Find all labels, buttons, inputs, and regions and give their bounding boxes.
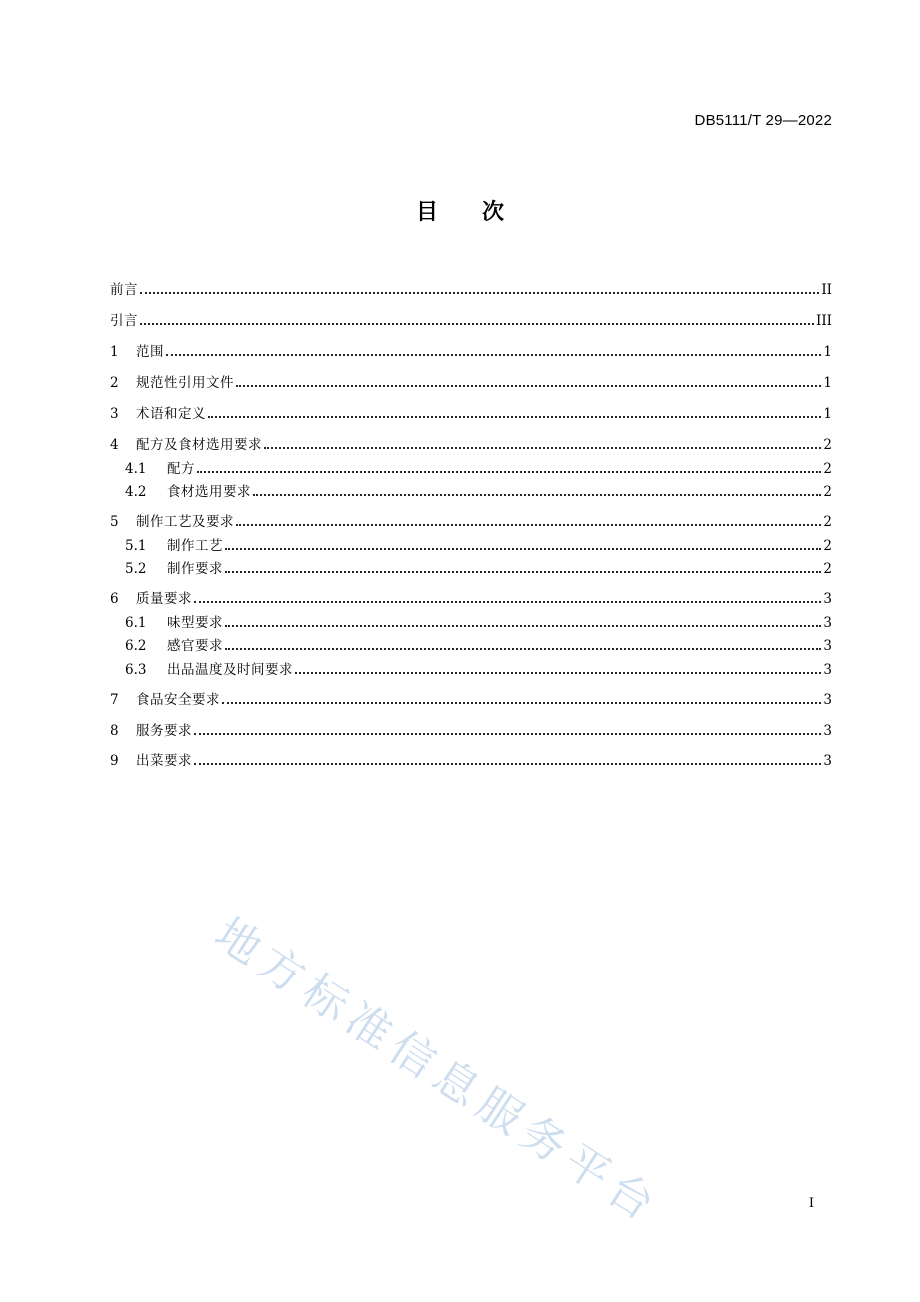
toc-entry-title: 规范性引用文件 (136, 375, 234, 391)
toc-dot-leader (208, 415, 821, 418)
toc-entry[interactable] (125, 558, 832, 580)
toc-entry-number: 6.3 (125, 662, 147, 678)
toc-entry-page: 3 (823, 662, 832, 678)
toc-entry-number: 1 (110, 344, 119, 360)
toc-entry-number: 6.1 (125, 615, 147, 631)
toc-dot-leader (225, 647, 821, 650)
toc-entry[interactable] (110, 372, 832, 394)
toc-entry-page: 1 (823, 344, 832, 360)
toc-dot-leader (236, 523, 821, 526)
toc-dot-leader (264, 446, 821, 449)
toc-entry-number: 6 (110, 591, 119, 607)
toc-dot-leader (225, 547, 821, 550)
watermark: 地方标准信息服务平台 (205, 908, 670, 1235)
toc-entry[interactable] (110, 588, 832, 610)
toc-entry-number: 4 (110, 437, 119, 453)
toc-entry-page: 3 (823, 638, 832, 654)
toc-entry-page: III (816, 313, 832, 329)
toc-entry-number: 6.2 (125, 638, 147, 654)
toc-entry-number: 7 (110, 692, 119, 708)
toc-entry[interactable] (110, 750, 832, 772)
toc-entry[interactable] (110, 689, 832, 711)
toc-entry-page: II (821, 282, 832, 298)
toc-dot-leader (225, 570, 821, 573)
toc-entry-title: 制作要求 (167, 561, 223, 577)
toc-entry-title: 配方及食材选用要求 (136, 437, 262, 453)
toc-entry[interactable] (125, 635, 832, 657)
toc-entry-title: 术语和定义 (136, 406, 206, 422)
toc-dot-leader (222, 701, 821, 704)
toc-dot-leader (253, 493, 821, 496)
toc-entry-number: 4.2 (125, 484, 147, 500)
toc-entry[interactable] (125, 535, 832, 557)
toc-entry-page: 2 (823, 514, 832, 530)
toc-entry-page: 2 (823, 561, 832, 577)
toc-entry-number: 4.1 (125, 461, 147, 477)
toc-entry-page: 2 (823, 484, 832, 500)
toc-dot-leader (140, 291, 819, 294)
toc-entry-page: 3 (823, 591, 832, 607)
toc-entry-number: 3 (110, 406, 119, 422)
toc-entry-page: 2 (823, 437, 832, 453)
toc-dot-leader (236, 384, 821, 387)
toc-entry-page: 2 (823, 538, 832, 554)
toc-entry[interactable] (110, 511, 832, 533)
toc-entry[interactable] (110, 434, 832, 456)
toc-entry-title: 感官要求 (167, 638, 223, 654)
toc-dot-leader (225, 624, 821, 627)
toc-entry-title: 制作工艺及要求 (136, 514, 234, 530)
toc-entry-page: 3 (823, 615, 832, 631)
toc-dot-leader (194, 732, 821, 735)
toc-entry-number: 8 (110, 723, 119, 739)
page-number: I (808, 1196, 814, 1211)
toc-dot-leader (166, 353, 821, 356)
toc-entry-title: 出品温度及时间要求 (167, 662, 293, 678)
toc-dot-leader (194, 762, 821, 765)
toc-entry-title: 配方 (167, 461, 195, 477)
toc-entry[interactable] (110, 403, 832, 425)
toc-entry[interactable] (110, 310, 832, 332)
toc-entry[interactable] (110, 341, 832, 363)
toc-entry[interactable] (125, 612, 832, 634)
toc-entry[interactable] (125, 659, 832, 681)
toc-entry-title: 服务要求 (136, 723, 192, 739)
toc-entry-number: 2 (110, 375, 119, 391)
toc-entry-title: 前言 (110, 282, 138, 298)
toc-entry-page: 2 (823, 461, 832, 477)
toc-entry-number: 5.1 (125, 538, 147, 554)
toc-entry-title: 味型要求 (167, 615, 223, 631)
toc-entry-page: 1 (823, 406, 832, 422)
toc-entry-title: 范围 (136, 344, 164, 360)
toc-entry-title: 食品安全要求 (136, 692, 220, 708)
toc-entry-page: 1 (823, 375, 832, 391)
toc-entry[interactable] (110, 279, 832, 301)
document-code: DB5111/T 29—2022 (694, 112, 832, 129)
toc-entry-title: 质量要求 (136, 591, 192, 607)
toc-entry[interactable] (125, 458, 832, 480)
toc-entry-title: 食材选用要求 (167, 484, 251, 500)
toc-dot-leader (140, 322, 814, 325)
toc-entry-number: 5 (110, 514, 119, 530)
toc-entry-page: 3 (823, 723, 832, 739)
toc-dot-leader (197, 470, 821, 473)
toc-entry-title: 制作工艺 (167, 538, 223, 554)
toc-dot-leader (194, 600, 821, 603)
page-title: 目次 (415, 200, 548, 225)
toc-entry-page: 3 (823, 692, 832, 708)
toc-entry-page: 3 (823, 753, 832, 769)
toc-entry[interactable] (125, 481, 832, 503)
toc-entry-number: 5.2 (125, 561, 147, 577)
toc-entry[interactable] (110, 720, 832, 742)
toc-entry-number: 9 (110, 753, 119, 769)
toc-entry-title: 引言 (110, 313, 138, 329)
toc-dot-leader (295, 671, 821, 674)
toc-entry-title: 出菜要求 (136, 753, 192, 769)
